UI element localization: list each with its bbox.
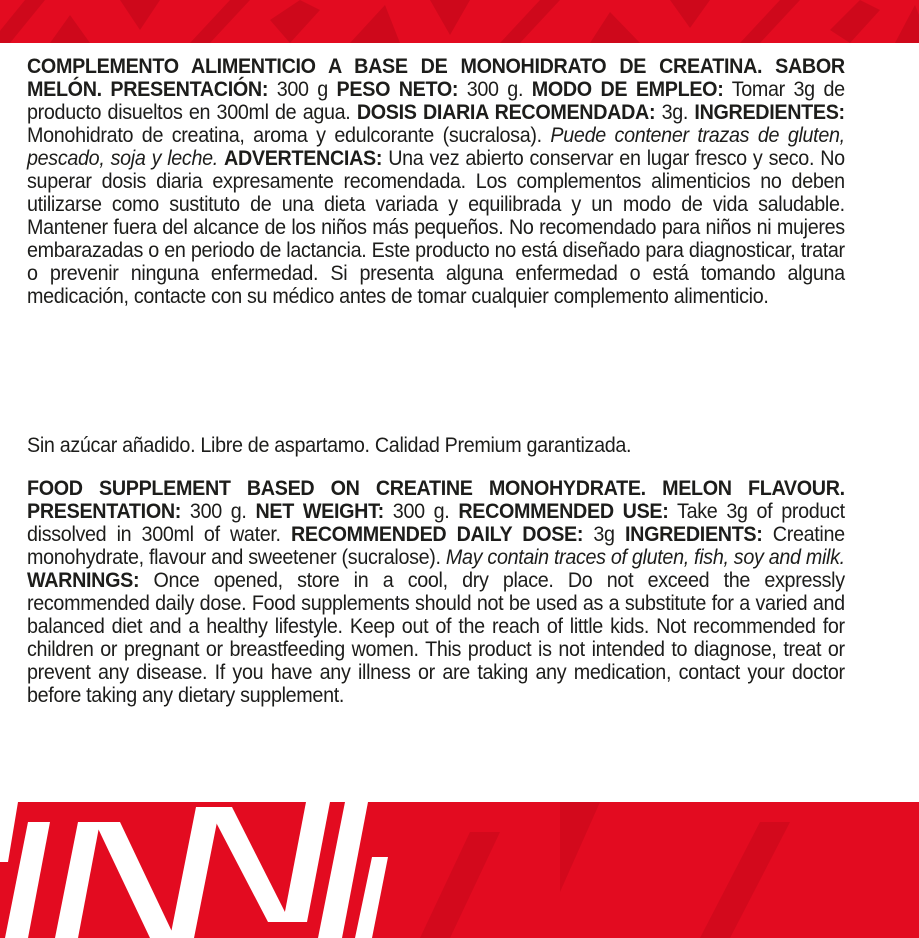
en-usage-label: RECOMMENDED USE: [458, 500, 669, 523]
es-title: COMPLEMENTO ALIMENTICIO A BASE DE MONOHIDRATO DE CREATINA. SABOR MELÓN. [27, 55, 845, 101]
tagline [27, 434, 845, 457]
top-band-pattern [0, 0, 919, 43]
english-paragraph [27, 477, 845, 707]
en-usage-value: Take 3g of product dissolved in 300ml of water. [27, 500, 845, 546]
es-usage-label: MODO DE EMPLEO: [531, 78, 724, 101]
es-warnings-label: ADVERTENCIAS: [224, 147, 383, 170]
en-allergens: May contain traces of gluten, fish, soy and milk. [445, 546, 845, 569]
english-label-text [27, 477, 845, 707]
es-warnings-value: Una vez abierto conservar en lugar fresco y seco. No superar dosis diaria expresamente recomendada. Los complementos alimenticios no deben utilizarse como sustituto de una dieta variada y equilibrada y un modo de vida saludable. Mantener fuera del alcance de los niños más pequeños. No recomendado para niños ni mujeres embarazadas o en periodo de lactancia. Este producto no está diseñado para diagnosticar, tratar o prevenir ninguna enfermedad. Si presenta alguna enfermedad o está tomando alguna medicación, contacte con su médico antes de tomar cualquier complemento alimenticio. [27, 147, 845, 308]
en-dose-label: RECOMMENDED DAILY DOSE: [290, 523, 584, 546]
en-presentation-label: PRESENTATION: [27, 500, 182, 523]
es-net-weight-label: PESO NETO: [336, 78, 459, 101]
en-net-weight-label: NET WEIGHT: [255, 500, 384, 523]
es-allergens: Puede contener trazas de gluten, pescado, soja y leche. [27, 124, 845, 170]
en-dose-value: 3g [593, 523, 615, 546]
en-presentation-value: 300 g. [189, 500, 247, 523]
top-decorative-band [0, 0, 919, 43]
es-presentation-label: PRESENTACIÓN: [110, 78, 269, 101]
en-ingredients-value: Creatine monohydrate, flavour and sweetener (sucralose). [27, 523, 845, 569]
en-warnings-value: Once opened, store in a cool, dry place. Do not exceed the expressly recommended daily dose. Food supplements should not be used as a substitute for a varied and balanced diet and a healthy lifestyle. Keep out of the reach of little kids. Not recommended for children or pregnant or breastfeeding women. This product is not intended to diagnose, treat or prevent any disease. If you have any illness or are taking any medication, contact your doctor before taking any dietary supplement. [27, 569, 845, 707]
es-dose-label: DOSIS DIARIA RECOMENDADA: [356, 101, 656, 124]
es-ingredients-value: Monohidrato de creatina, aroma y edulcorante (sucralosa). [27, 124, 542, 147]
es-net-weight-value: 300 g. [466, 78, 524, 101]
es-usage-value: Tomar 3g de producto disueltos en 300ml de agua. [27, 78, 845, 124]
en-warnings-label: WARNINGS: [27, 569, 140, 592]
es-presentation-value: 300 g [276, 78, 328, 101]
bottom-decorative-band [0, 802, 919, 938]
en-title: FOOD SUPPLEMENT BASED ON CREATINE MONOHYDRATE. MELON FLAVOUR. [27, 477, 845, 500]
en-ingredients-label: INGREDIENTS: [624, 523, 763, 546]
tagline-text: Sin azúcar añadido. Libre de aspartamo. Calidad Premium garantizada. [27, 434, 632, 457]
spanish-label-text [27, 55, 845, 308]
en-net-weight-value: 300 g. [392, 500, 450, 523]
es-ingredients-label: INGREDIENTES: [694, 101, 845, 124]
bottom-band-pattern [0, 802, 919, 938]
spanish-paragraph [27, 55, 845, 308]
es-dose-value: 3g. [661, 101, 689, 124]
